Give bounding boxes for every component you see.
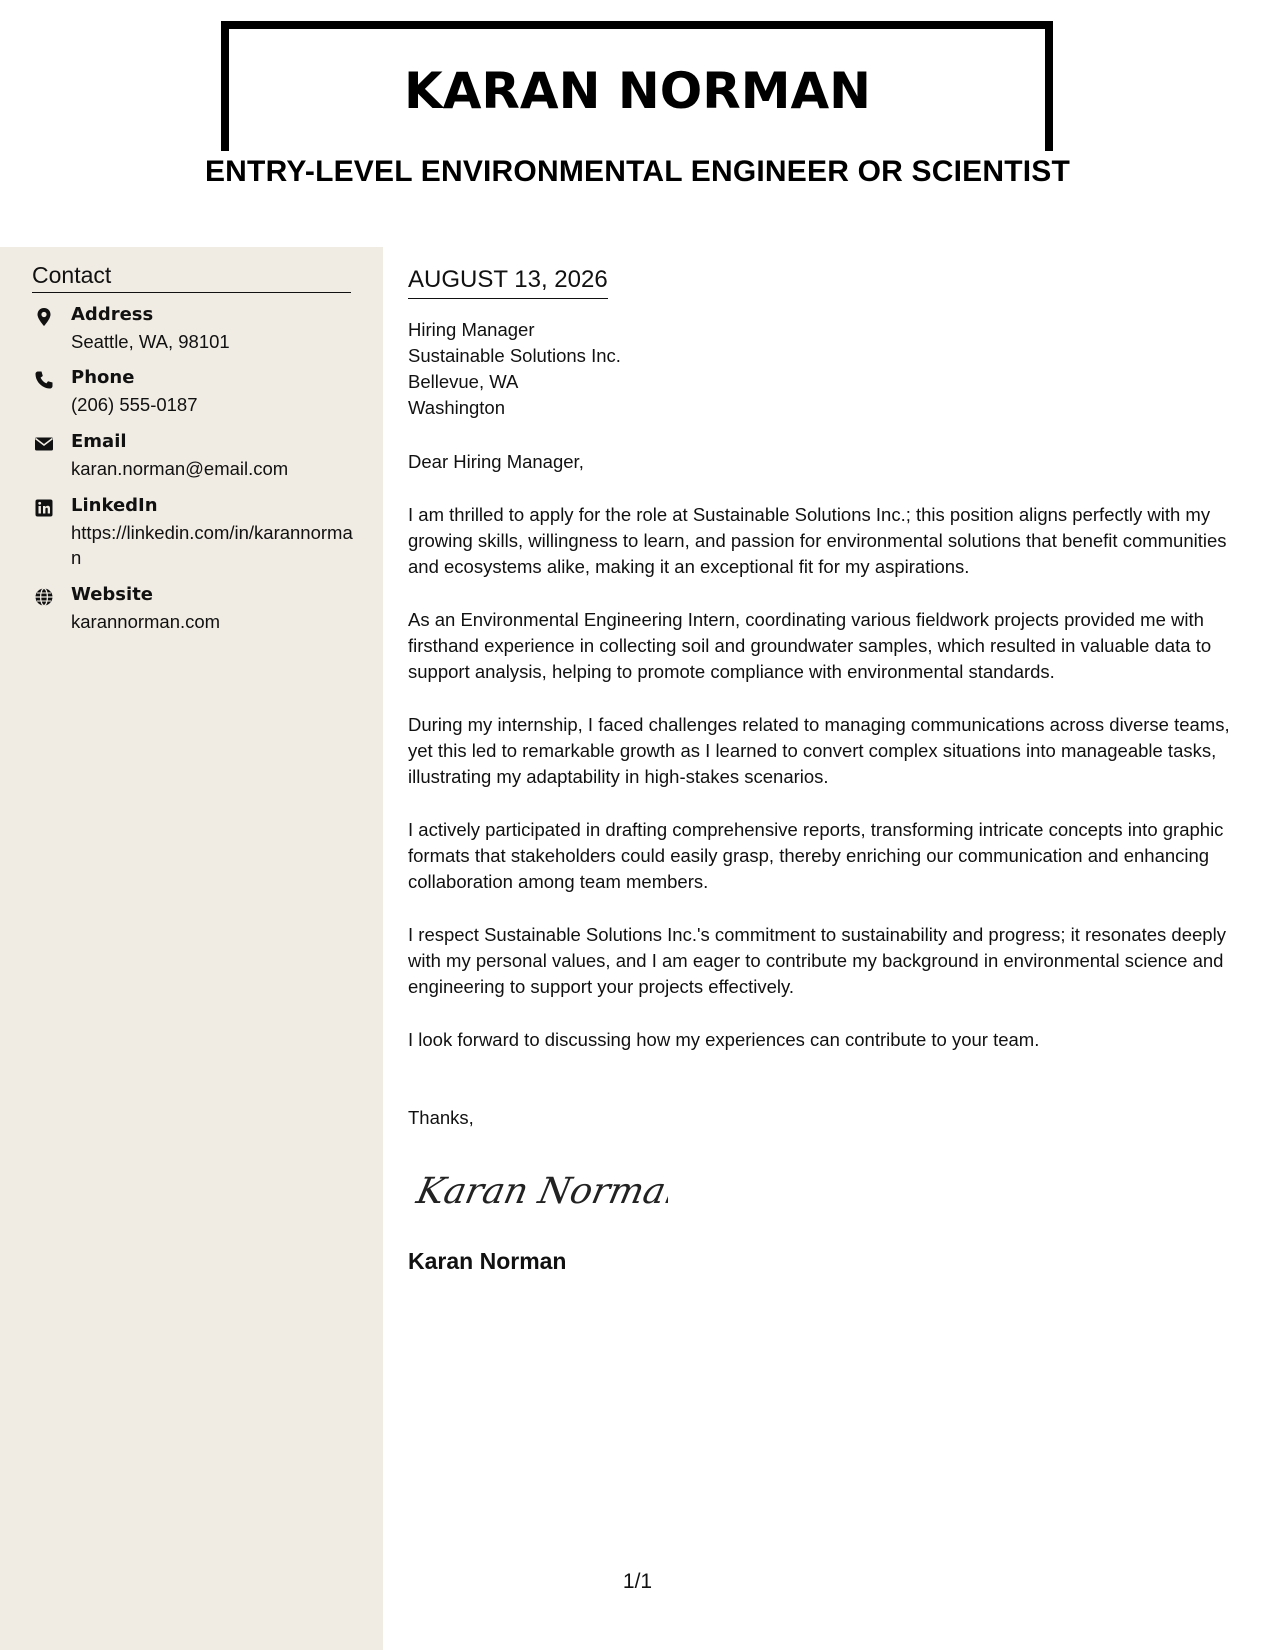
letter-paragraph: I look forward to discussing how my experiences can contribute to your team.	[408, 1029, 1040, 1050]
contact-value: https://linkedin.com/in/karannorman	[71, 522, 353, 568]
letter-paragraph: As an Environmental Engineering Intern, coordinating various fieldwork projects provided me with firsthand experience in collecting soil and groundwater samples, which resulted in valuable data to support analysis, helping to promote compliance with environmental standards.	[408, 609, 1212, 682]
recipient-line: Bellevue, WA	[408, 371, 519, 392]
contact-value: karan.norman@email.com	[71, 458, 289, 479]
letter-paragraph: I am thrilled to apply for the role at Sustainable Solutions Inc.; this position aligns perfectly with my growing skills, willingness to learn, and passion for environmental solutions that benefit communities and ecosystems alike, making it an exceptional fit for my aspirations.	[408, 504, 1227, 577]
recipient-line: Sustainable Solutions Inc.	[408, 345, 621, 366]
recipient-line: Washington	[408, 397, 506, 418]
svg-text:Karan Norman: Karan Norman	[413, 1169, 668, 1212]
contact-value: Seattle, WA, 98101	[71, 331, 230, 352]
handwritten-signature	[408, 1161, 668, 1221]
linkedin-icon	[34, 498, 54, 518]
contact-label: Email	[71, 431, 127, 452]
job-title: ENTRY-LEVEL ENVIRONMENTAL ENGINEER OR SCIENTIST	[204, 155, 1071, 188]
letter-paragraph: During my internship, I faced challenges related to managing communications across diverse teams, yet this led to remarkable growth as I learned to convert complex situations into manageable tasks, illustrating my adaptability in high-stakes scenarios.	[408, 714, 1230, 787]
letter-paragraph: I actively participated in drafting comprehensive reports, transforming intricate concepts into graphic formats that stakeholders could easily grasp, thereby enriching our communication and enhancing collaboration among team members.	[408, 819, 1224, 892]
recipient-line: Hiring Manager	[408, 319, 535, 340]
signer-name: Karan Norman	[408, 1248, 567, 1274]
globe-icon	[34, 587, 54, 607]
applicant-name: KARAN NORMAN	[403, 62, 872, 120]
contact-label: Phone	[71, 367, 135, 388]
contact-label: LinkedIn	[71, 495, 158, 516]
envelope-icon	[34, 434, 54, 454]
letter-date: AUGUST 13, 2026	[408, 266, 608, 299]
recipient-block	[408, 317, 1253, 421]
contact-label: Address	[71, 304, 154, 325]
letter-body	[408, 262, 1253, 1275]
contact-label: Website	[71, 584, 154, 605]
contact-heading: Contact	[32, 262, 351, 293]
contact-value: karannorman.com	[71, 611, 221, 632]
letter-paragraph: I respect Sustainable Solutions Inc.'s commitment to sustainability and progress; it resonates deeply with my personal values, and I am eager to contribute my background in environmental science and engineering to support your projects effectively.	[408, 924, 1226, 997]
closing: Thanks,	[408, 1107, 474, 1128]
contact-value: (206) 555-0187	[71, 394, 198, 415]
page-number: 1/1	[622, 1570, 653, 1593]
phone-icon	[34, 370, 54, 390]
map-pin-icon	[34, 307, 54, 327]
salutation: Dear Hiring Manager,	[408, 451, 584, 472]
